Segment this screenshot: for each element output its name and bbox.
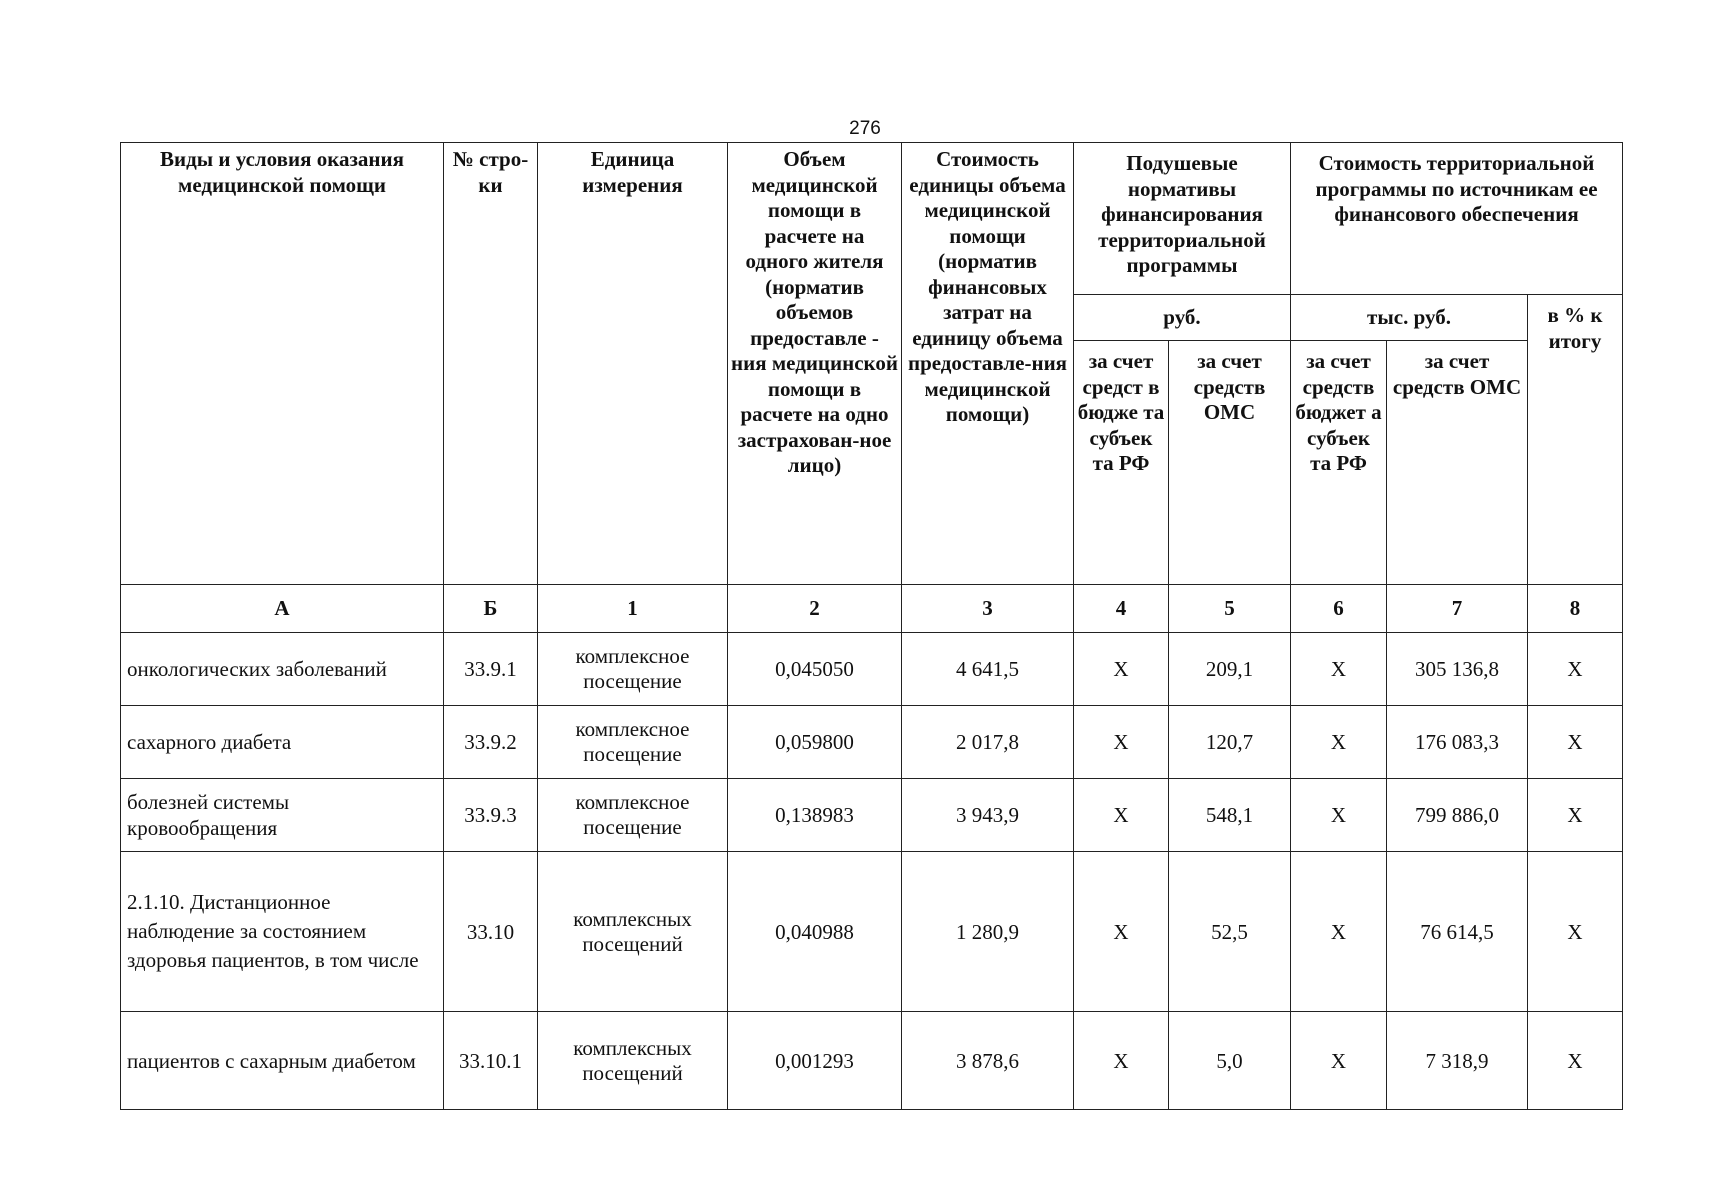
header-col-3: Стоимость единицы объема медицинской помощи (норматив финансовых затрат на единицу объема предоставле-ния медицинской помощи) [902,143,1074,585]
column-number-row [121,585,1623,633]
row-name: болезней системы кровообращения [121,779,444,852]
column-number: А [121,585,444,633]
row-col-6: X [1291,633,1387,706]
header-col-2: Объем медицинской помощи в расчете на одного жителя (норматив объемов предоставле - ния медицинской помощи в расчете на одно застрахован-ное лицо) [728,143,902,585]
column-number: 6 [1291,585,1387,633]
header-col-7: за счет средств ОМС [1387,341,1528,585]
header-col-1: Единица измерения [538,143,728,585]
row-unit: комплексных посещений [538,1012,728,1110]
row-line-number: 33.9.2 [444,706,538,779]
table-row [121,779,1623,852]
row-col-8: X [1528,633,1623,706]
column-number: Б [444,585,538,633]
row-col-7: 7 318,9 [1387,1012,1528,1110]
row-name: сахарного диабета [121,706,444,779]
row-unit: комплексное посещение [538,779,728,852]
row-unit: комплексное посещение [538,706,728,779]
header-unit-rub: руб. [1074,295,1291,341]
header-cost-group: Стоимость территориальной программы по источникам ее финансового обеспечения [1291,143,1623,295]
page-number: 276 [849,118,881,139]
row-col-7: 799 886,0 [1387,779,1528,852]
row-volume: 0,045050 [728,633,902,706]
column-number: 7 [1387,585,1528,633]
header-unit-thousand-rub: тыс. руб. [1291,295,1528,341]
row-col-4: X [1074,852,1169,1012]
row-col-5: 5,0 [1169,1012,1291,1110]
column-number: 1 [538,585,728,633]
header-col-a: Виды и условия оказания медицинской помощи [121,143,444,585]
row-col-8: X [1528,779,1623,852]
row-volume: 0,059800 [728,706,902,779]
row-col-4: X [1074,779,1169,852]
row-unit-cost: 3 943,9 [902,779,1074,852]
header-col-4: за счет средст в бюдже та субъек та РФ [1074,341,1169,585]
column-number: 3 [902,585,1074,633]
column-number: 8 [1528,585,1623,633]
row-unit-cost: 2 017,8 [902,706,1074,779]
row-col-7: 76 614,5 [1387,852,1528,1012]
row-unit-cost: 1 280,9 [902,852,1074,1012]
row-col-8: X [1528,706,1623,779]
row-name: 2.1.10. Дистанционное наблюдение за состоянием здоровья пациентов, в том числе [121,852,444,1012]
row-unit-cost: 4 641,5 [902,633,1074,706]
row-line-number: 33.9.3 [444,779,538,852]
row-line-number: 33.10.1 [444,1012,538,1110]
header-col-b: № стро-ки [444,143,538,585]
header-col-5: за счет средств ОМС [1169,341,1291,585]
column-number: 2 [728,585,902,633]
header-per-capita-group: Подушевые нормативы финансирования территориальной программы [1074,143,1291,295]
row-volume: 0,138983 [728,779,902,852]
program-cost-table [120,142,1623,1110]
row-unit: комплексное посещение [538,633,728,706]
row-volume: 0,040988 [728,852,902,1012]
row-col-5: 209,1 [1169,633,1291,706]
header-col-6: за счет средств бюджет а субъек та РФ [1291,341,1387,585]
row-col-6: X [1291,706,1387,779]
row-col-8: X [1528,1012,1623,1110]
row-col-7: 176 083,3 [1387,706,1528,779]
row-col-8: X [1528,852,1623,1012]
row-col-5: 548,1 [1169,779,1291,852]
row-col-6: X [1291,779,1387,852]
table-row [121,1012,1623,1110]
table-row [121,852,1623,1012]
header-percent-total: в % к итогу [1528,295,1623,585]
header-row-1 [121,143,1623,295]
row-col-4: X [1074,633,1169,706]
row-col-4: X [1074,1012,1169,1110]
column-number: 4 [1074,585,1169,633]
row-col-6: X [1291,1012,1387,1110]
row-col-4: X [1074,706,1169,779]
row-col-7: 305 136,8 [1387,633,1528,706]
row-unit-cost: 3 878,6 [902,1012,1074,1110]
row-unit: комплексных посещений [538,852,728,1012]
table-row [121,706,1623,779]
row-col-5: 52,5 [1169,852,1291,1012]
row-col-5: 120,7 [1169,706,1291,779]
column-number: 5 [1169,585,1291,633]
row-name: пациентов с сахарным диабетом [121,1012,444,1110]
row-name: онкологических заболеваний [121,633,444,706]
row-line-number: 33.10 [444,852,538,1012]
row-col-6: X [1291,852,1387,1012]
table-row [121,633,1623,706]
row-volume: 0,001293 [728,1012,902,1110]
row-line-number: 33.9.1 [444,633,538,706]
